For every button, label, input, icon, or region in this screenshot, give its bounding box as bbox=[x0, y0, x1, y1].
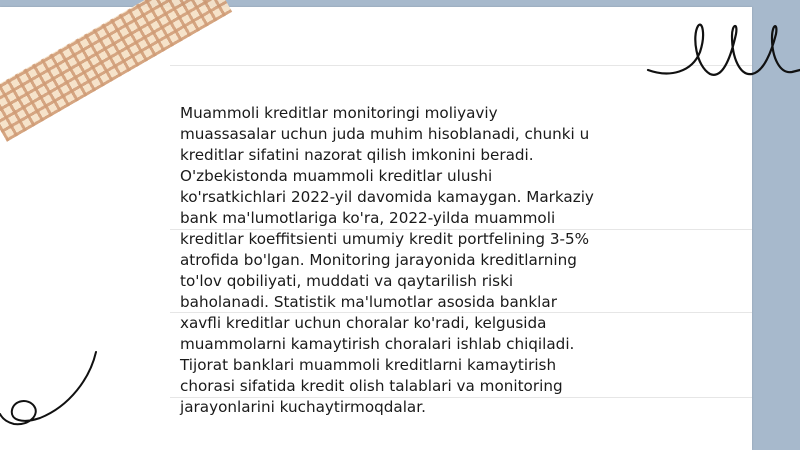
body-text: Muammoli kreditlar monitoringi moliyaviy muassasalar uchun juda muhim hisoblanadi, chunki u kreditlar sifatini nazorat qilish imkonini beradi. O'zbekistonda muammoli kreditlar ulushi ko'rsatkichlari 2022-yil davomida kamaygan. Markaziy bank ma'lumotlariga ko'ra, 2022-yilda muammoli kreditlar koeffitsienti umumiy kredit portfelining 3-5% atrofida bo'lgan. Monitoring jarayonida kreditlarning to'lov qobiliyati, muddati va qaytarilish riski baholanadi. Statistik ma'lumotlar asosida banklar xavfli kreditlar uchun choralar ko'radi, kelgusida muammolarni kamaytirish choralari ishlab chiqiladi. Tijorat banklari muammoli kreditlarni kamaytirish chorasi sifatida kredit olish talablari va monitoring jarayonlarini kuchaytirmoqdalar. bbox=[180, 104, 594, 416]
loop-doodle-bottom bbox=[0, 348, 110, 428]
squiggle-doodle-top bbox=[640, 12, 800, 82]
